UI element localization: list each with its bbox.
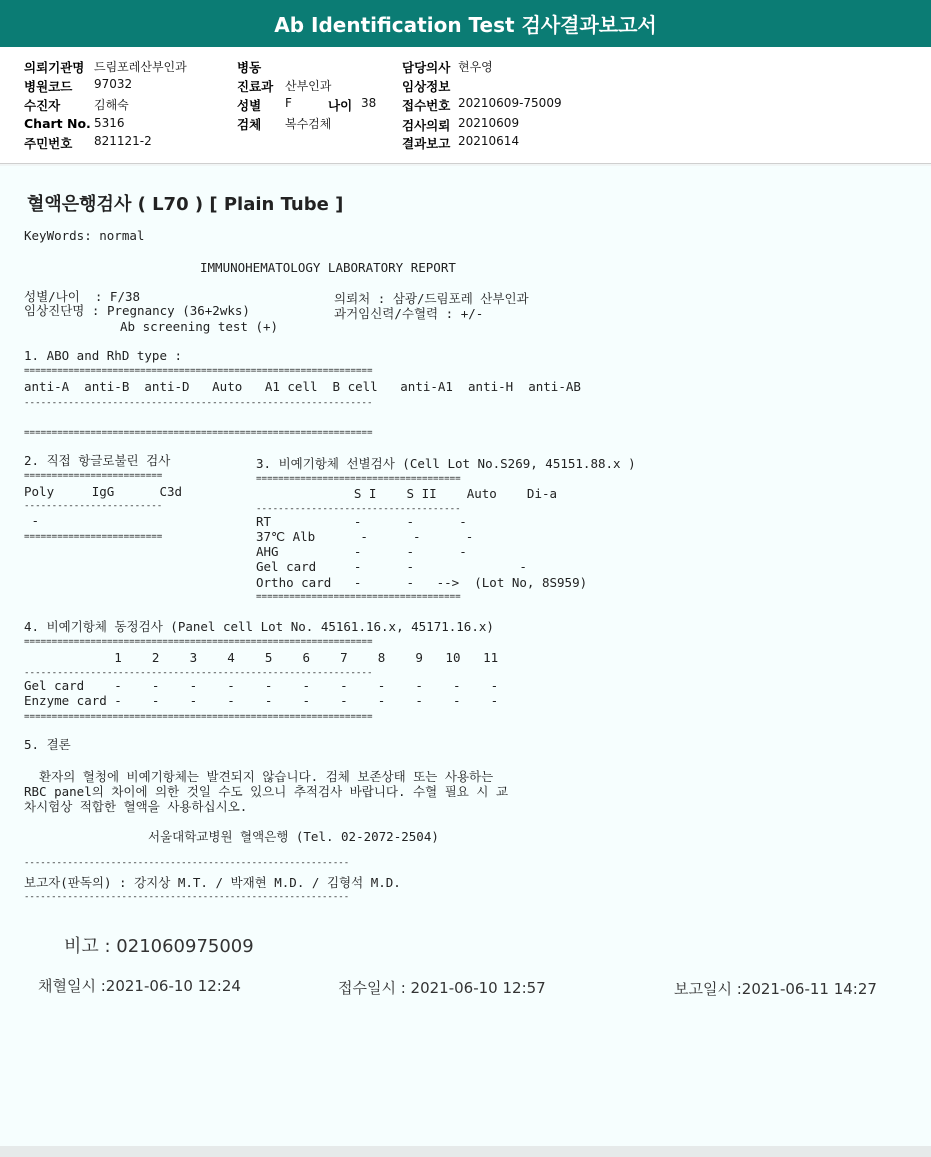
report-date-value: 20210614 [458,134,520,148]
lab-report-title: IMMUNOHEMATOLOGY LABORATORY REPORT [200,260,456,275]
section-3-row: 37℃ Alb - - - [256,529,474,544]
patient-value: 김해숙 [94,98,129,112]
section-4-row: Gel card - - - - - - - - - - - [24,678,499,693]
section-2-headers: Poly IgG C3d [24,484,183,499]
conclusion-line: 환자의 혈청에 비예기항체는 발견되지 않습니다. 검체 보존상태 또는 사용하는 [24,769,494,784]
sex-age-line: 성별/나이 : F/38 [24,289,141,304]
patient-info-panel [0,47,931,164]
section-1-title: 1. ABO and RhD type : [24,348,183,363]
chart-no-value: 5316 [94,116,125,130]
section-5-title: 5. 결론 [24,737,71,752]
section-3-row: AHG - - - [256,544,467,559]
section-2-values: - [24,513,40,528]
section-1-divider: --------------------------------------------------------------- [24,397,373,408]
section-3-divider: ------------------------------------- [256,503,461,514]
history-line: 과거임신력/수혈력 : +/- [334,306,484,321]
bottom-strip [0,1146,931,1157]
chart-no-label: Chart No. [24,116,91,131]
received-datetime: 접수일시 : 2021-06-10 12:57 [338,979,546,997]
reported-datetime: 보고일시 :2021-06-11 14:27 [674,980,877,998]
hospital-code-label: 병원코드 [24,79,73,94]
section-2-separator-bottom: ========================= [24,531,163,542]
hospital-code-value: 97032 [94,77,133,91]
section-3-row: Ortho card - - --> (Lot No, 8S959) [256,575,588,590]
resident-no-label: 주민번호 [24,136,73,151]
section-4-separator-bottom: =============================================================== [24,711,373,722]
note-line: 비고 : 021060975009 [64,936,254,957]
section-1-separator: =============================================================== [24,365,373,376]
report-header-title: Ab Identification Test 검사결과보고서 [274,13,657,37]
section-3-row: RT - - - [256,514,467,529]
receipt-no-label: 접수번호 [402,98,451,113]
doctor-label: 담당의사 [402,60,451,75]
section-2-title: 2. 직접 항글로불린 검사 [24,453,171,468]
diagnosis-line-2: Ab screening test (+) [120,319,279,334]
specimen-value: 복수검체 [285,117,332,131]
specimen-label: 검체 [237,117,262,132]
section-4-headers: 1 2 3 4 5 6 7 8 9 10 11 [24,650,499,665]
hospital-contact: 서울대학교병원 혈액은행 (Tel. 02-2072-2504) [148,829,439,844]
report-body [0,166,931,1146]
conclusion-line: RBC panel의 차이에 의한 것일 수도 있으니 추적검사 바랍니다. 수혈 필요 시 교 [24,784,509,799]
sex-label: 성별 [237,98,262,113]
doctor-value: 현우영 [458,60,493,74]
diagnosis-line: 임상진단명 : Pregnancy (36+2wks) [24,303,250,318]
institution-label: 의뢰기관명 [24,60,85,75]
section-3-separator-bottom: ===================================== [256,591,461,602]
section-2-divider: ------------------------- [24,500,163,511]
section-2-separator: ========================= [24,470,163,481]
section-1-headers: anti-A anti-B anti-D Auto A1 cell B cell anti-A1 anti-H anti-AB [24,379,581,394]
sex-value: F [285,96,292,110]
signature-divider-bottom: ------------------------------------------------------------ [24,892,350,902]
section-1-separator-bottom: =============================================================== [24,427,373,438]
age-value: 38 [361,96,377,110]
report-title: 혈액은행검사 ( L70 ) [ Plain Tube ] [27,194,344,215]
ward-label: 병동 [237,60,262,75]
patient-label: 수진자 [24,98,61,113]
section-4-title: 4. 비예기항체 동정검사 (Panel cell Lot No. 45161.16.x, 45171.16.x) [24,619,494,634]
report-date-label: 결과보고 [402,136,451,151]
section-4-row: Enzyme card - - - - - - - - - - - [24,693,499,708]
section-3-headers: S I S II Auto Di-a [256,486,558,501]
reporter-line: 보고자(판독의) : 강지상 M.T. / 박재현 M.D. / 김형석 M.D. [24,875,401,890]
clinical-info-label: 임상정보 [402,79,451,94]
section-3-title: 3. 비예기항체 선별검사 (Cell Lot No.S269, 45151.88.x ) [256,456,636,471]
section-4-divider: --------------------------------------------------------------- [24,667,373,678]
resident-no-value: 821121-2 [94,134,152,148]
section-3-row: Gel card - - - [256,559,527,574]
referral-line: 의뢰처 : 삼광/드림포레 산부인과 [334,291,529,306]
dept-value: 산부인과 [285,79,332,93]
request-date-label: 검사의뢰 [402,118,451,133]
section-3-separator: ===================================== [256,473,461,484]
receipt-no-value: 20210609-75009 [458,96,562,110]
keywords: KeyWords: normal [24,228,145,243]
collected-datetime: 채혈일시 :2021-06-10 12:24 [38,977,241,995]
section-4-separator: =============================================================== [24,636,373,647]
age-label: 나이 [328,98,353,113]
conclusion-line: 차시험상 적합한 혈액을 사용하십시오. [24,799,248,814]
report-header-bar [0,0,931,47]
request-date-value: 20210609 [458,116,520,130]
signature-divider: ------------------------------------------------------------ [24,858,350,868]
dept-label: 진료과 [237,79,274,94]
institution-value: 드림포레산부인과 [94,60,187,74]
